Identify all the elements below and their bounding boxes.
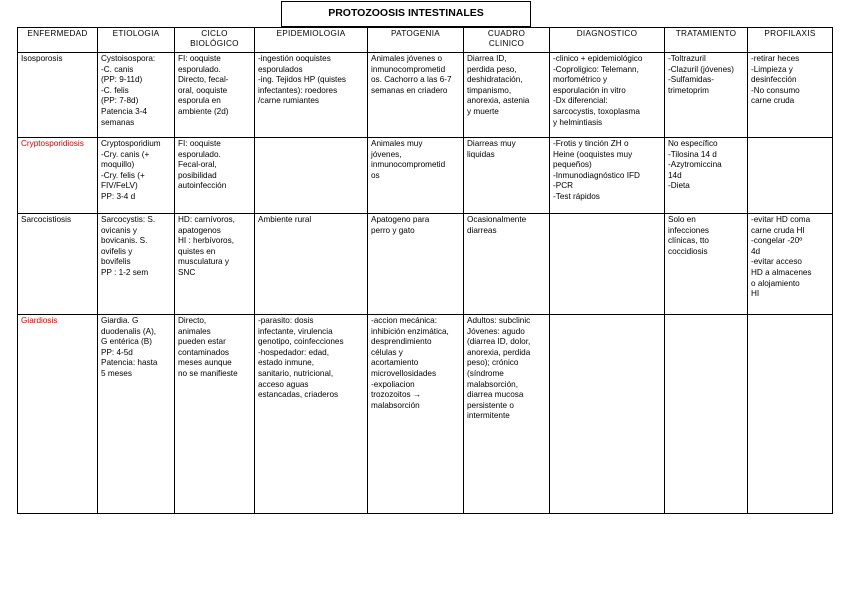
cell-epidemiologia: -parasito: dosis infectante, virulencia genotipo, coinfecciones -hospedador: edad, estado inmune, sanitario, nutricional, acceso aguas estancadas, criaderos — [255, 315, 368, 514]
cell-profilaxis — [748, 138, 833, 214]
cell-tratamiento: -Toltrazuril -Clazuril (jóvenes) -Sulfamidas- trimetoprim — [665, 53, 748, 138]
header-epidemiologia: EPIDEMIOLOGIA — [255, 28, 368, 53]
cell-patogenia: Apatogeno para perro y gato — [368, 214, 464, 315]
cell-cuadro: Diarrea ID, perdida peso, deshidratación, timpanismo, anorexia, astenia y muerte — [464, 53, 550, 138]
header-tratamiento: TRATAMIENTO — [665, 28, 748, 53]
protozoosis-table — [17, 27, 833, 514]
cell-enfermedad: Sarcocistiosis — [18, 214, 98, 315]
header-enfermedad: ENFERMEDAD — [18, 28, 98, 53]
table-row — [18, 214, 833, 315]
cell-etiologia: Cryptosporidium -Cry. canis (+ moquillo) -Cry. felis (+ FIV/FeLV) PP: 3-4 d — [98, 138, 175, 214]
cell-etiologia: Sarcocystis: S. ovicanis y bovicanis. S. ovifelis y bovifelis PP : 1-2 sem — [98, 214, 175, 315]
cell-cuadro: Diarreas muy liquidas — [464, 138, 550, 214]
cell-etiologia: Giardia. G duodenalis (A), G entérica (B) PP: 4-5d Patencia: hasta 5 meses — [98, 315, 175, 514]
header-etiologia: ETIOLOGIA — [98, 28, 175, 53]
cell-ciclo: FI: ooquiste esporulado. Fecal-oral, posibilidad autoinfección — [175, 138, 255, 214]
cell-patogenia: Animales muy jóvenes, inmunocomprometid os — [368, 138, 464, 214]
cell-tratamiento — [665, 315, 748, 514]
cell-diagnostico: -clinico + epidemiológico -Coproligico: Telemann, morfométrico y esporulación in vitro -Dx diferencial: sarcocystis, toxoplasma y helmintiasis — [550, 53, 665, 138]
cell-epidemiologia: -ingestión ooquistes esporulados -ing. Tejidos HP (quistes infectantes): roedores /carne rumiantes — [255, 53, 368, 138]
cell-epidemiologia — [255, 138, 368, 214]
cell-diagnostico — [550, 315, 665, 514]
cell-enfermedad: Cryptosporidiosis — [18, 138, 98, 214]
cell-cuadro: Ocasionalmente diarreas — [464, 214, 550, 315]
cell-ciclo: FI: ooquiste esporulado. Directo, fecal- oral, ooquiste esporula en ambiente (2d) — [175, 53, 255, 138]
cell-profilaxis — [748, 315, 833, 514]
cell-ciclo: Directo, animales pueden estar contaminados meses aunque no se manifieste — [175, 315, 255, 514]
table-row — [18, 315, 833, 514]
table-row — [18, 53, 833, 138]
cell-ciclo: HD: carnívoros, apatogenos HI : herbívoros, quistes en musculatura y SNC — [175, 214, 255, 315]
header-row — [18, 28, 833, 53]
header-profilaxis: PROFILAXIS — [748, 28, 833, 53]
page-title: PROTOZOOSIS INTESTINALES — [281, 1, 531, 27]
cell-patogenia: Animales jóvenes o inmunocomprometid os. Cachorro a las 6-7 semanas en criadero — [368, 53, 464, 138]
cell-etiologia: Cystoisospora: -C. canis (PP: 9-11d) -C. felis (PP: 7-8d) Patencia 3-4 semanas — [98, 53, 175, 138]
header-cuadro: CUADRO CLINICO — [464, 28, 550, 53]
cell-enfermedad: Giardiosis — [18, 315, 98, 514]
cell-patogenia: -accion mecánica: inhibición enzimática, desprendimiento células y acortamiento microvellosidades -expoliacion trozozoitos → malabsorción — [368, 315, 464, 514]
header-diagnostico: DIAGNOSTICO — [550, 28, 665, 53]
cell-diagnostico — [550, 214, 665, 315]
cell-profilaxis: -retirar heces -Limpieza y desinfección -No consumo carne cruda — [748, 53, 833, 138]
cell-tratamiento: Solo en infecciones clínicas, tto coccidiosis — [665, 214, 748, 315]
header-patogenia: PATOGENIA — [368, 28, 464, 53]
cell-epidemiologia: Ambiente rural — [255, 214, 368, 315]
cell-profilaxis: -evitar HD coma carne cruda HI -congelar -20º 4d -evitar acceso HD a almacenes o alojamiento HI — [748, 214, 833, 315]
cell-enfermedad: Isosporosis — [18, 53, 98, 138]
cell-tratamiento: No específico -Tilosina 14 d -Azytromiccina 14d -Dieta — [665, 138, 748, 214]
table-row — [18, 138, 833, 214]
cell-diagnostico: -Frotis y tinción ZH o Heine (ooquistes muy pequeños) -Inmunodiagnóstico IFD -PCR -Test rápidos — [550, 138, 665, 214]
header-ciclo: CICLO BIOLÓGICO — [175, 28, 255, 53]
cell-cuadro: Adultos: subclinic Jóvenes: agudo (diarrea ID, dolor, anorexia, perdida peso); crónico (síndrome malabsorción, diarrea mucosa persistente o intermitente — [464, 315, 550, 514]
